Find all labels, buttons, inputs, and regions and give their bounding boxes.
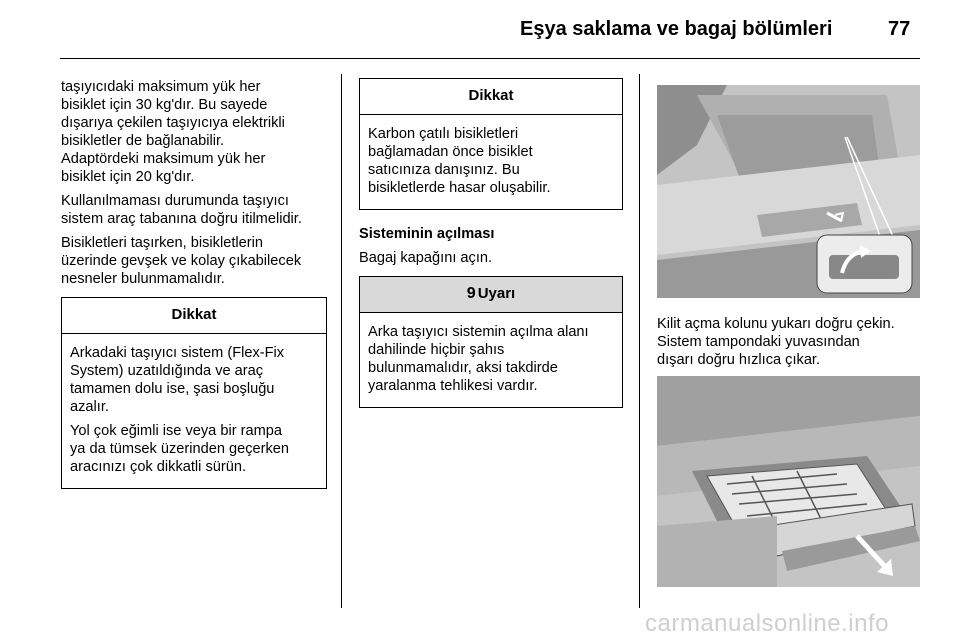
warning-heading — [360, 277, 622, 313]
paragraph: Kullanılmaması durumunda taşıyıcı sistem araç tabanına doğru itilmelidir. — [61, 193, 302, 227]
figure-caption: Kilit açma kolunu yukarı doğru çekin. Sistem tampondaki yuvasından dışarı doğru hızlıca çıkar. — [657, 316, 895, 368]
column-2 — [359, 78, 623, 408]
warning-heading-label: Uyarı — [477, 285, 516, 302]
section-heading: Sisteminin açılması — [359, 226, 495, 242]
figure-unlock-lever — [657, 85, 920, 298]
page-number: 77 — [888, 18, 911, 40]
column-divider-1 — [341, 74, 342, 608]
warning-paragraph: Arka taşıyıcı sistemin açılma alanı dahilinde hiçbir şahıs bulunmamalıdır, aksi takdirde yaralanma tehlikesi vardır. — [368, 324, 589, 394]
notice-paragraph: Arkadaki taşıyıcı sistem (Flex-Fix System) uzatıldığında ve araç tamamen dolu ise, şasi boşluğu azalır. — [70, 345, 285, 415]
column-divider-2 — [639, 74, 640, 608]
figure-unlock-lever-illustration — [657, 85, 920, 298]
figure-carrier-extends — [657, 376, 920, 587]
notice-heading: Dikkat — [360, 79, 622, 115]
notice-paragraph: Karbon çatılı bisikletleri bağlamadan önce bisiklet satıcınıza danışınız. Bu bisikletlerde hasar oluşabilir. — [368, 126, 551, 196]
notice-paragraph: Yol çok eğimli ise veya bir rampa ya da tümsek üzerinden geçerken aracınızı çok dikkatli sürün. — [70, 423, 290, 475]
header-rule — [60, 58, 920, 59]
warning-body — [360, 313, 622, 407]
column-1 — [61, 78, 327, 489]
watermark: carmanualsonline.info — [645, 610, 889, 637]
notice-box — [359, 78, 623, 210]
warning-box — [359, 276, 623, 408]
column-3 — [657, 315, 927, 375]
section-text: Bagaj kapağını açın. — [359, 250, 493, 266]
notice-heading: Dikkat — [62, 298, 326, 334]
notice-body — [62, 334, 326, 488]
warning-triangle-icon: 9 — [466, 285, 476, 302]
notice-body — [360, 115, 622, 209]
notice-box — [61, 297, 327, 489]
header-title: Eşya saklama ve bagaj bölümleri — [520, 18, 833, 40]
figure-carrier-extends-illustration — [657, 376, 920, 587]
paragraph: taşıyıcıdaki maksimum yük her bisiklet için 30 kg'dır. Bu sayede dışarıya çekilen taşıyıcıya elektrikli bisikletler de bağlanabilir. Adaptördeki maksimum yük her bisiklet için 20 kg'dır. — [61, 79, 285, 185]
paragraph: Bisikletleri taşırken, bisikletlerin üzerinde gevşek ve kolay çıkabilecek nesneler bulunmamalıdır. — [61, 235, 302, 287]
